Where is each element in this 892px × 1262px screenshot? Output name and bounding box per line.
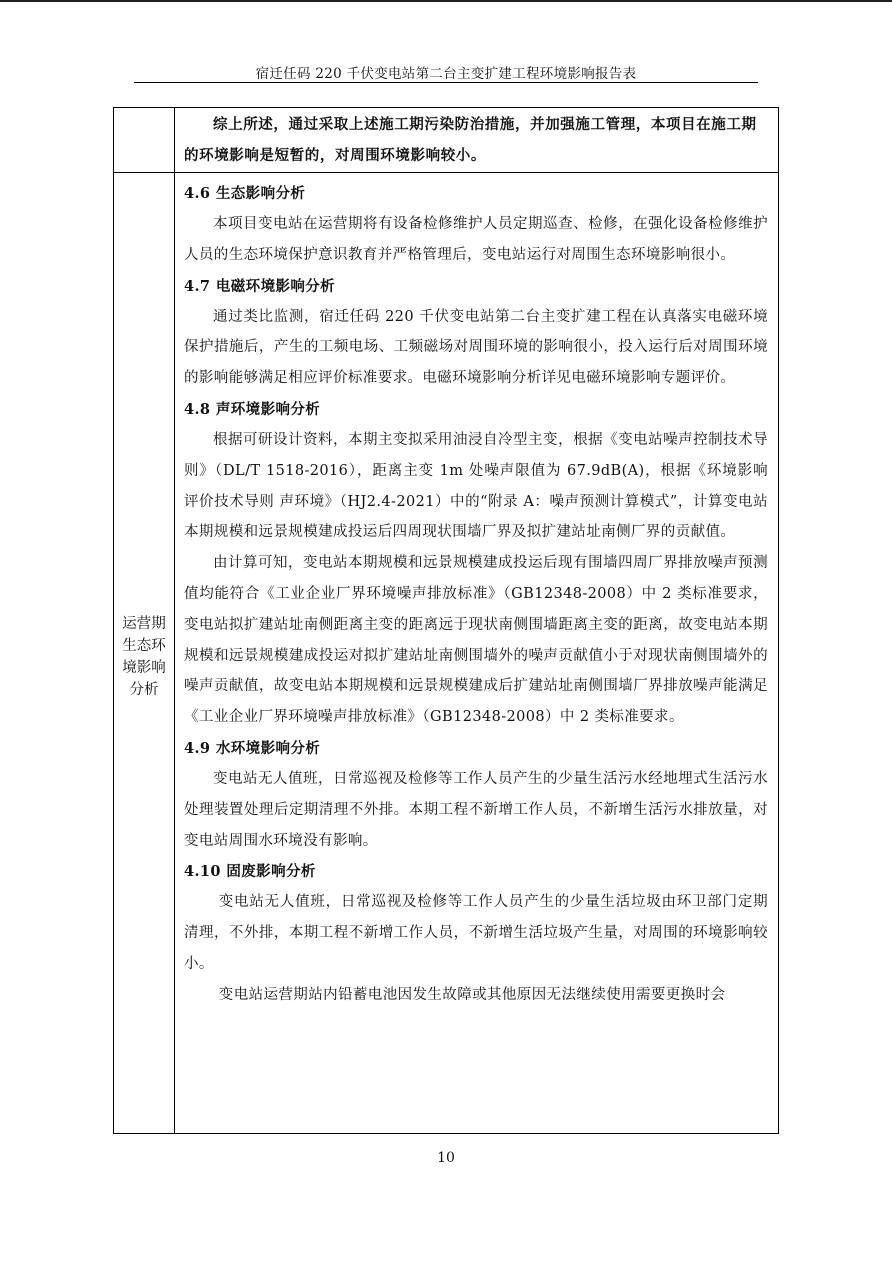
construction-summary-text: 综上所述，通过采取上述施工期污染防治措施，并加强施工管理，本项目在施工期的环境影响是短暂的，对周围环境影响较小。 [184,116,757,164]
label-line: 境影响 [122,660,166,676]
report-table [113,107,779,1134]
paragraph: 变电站运营期站内铅蓄电池因发生故障或其他原因无法继续使用需要更换时会 [218,986,726,1003]
row-divider [114,172,778,173]
header-rule [134,82,758,83]
page-top-rule [0,0,892,2]
paragraph: 变电站无人值班，日常巡视及检修等工作人员产生的少量生活污水经地埋式生活污水处理装置处理后定期清理不外排。本期工程不新增工作人员，不新增生活污水排放量，对变电站周围水环境没有影响。 [184,770,768,849]
section-heading-electromagnetic: 4.7 电磁环境影响分析 [184,277,336,295]
paragraph: 通过类比监测，宿迁任码 220 千伏变电站第二台主变扩建工程在认真落实电磁环境保护措施后，产生的工频电场、工频磁场对周围环境的影响很小，投入运行后对周围环境的影响能够满足相应评价标准要求。电磁环境影响分析详见电磁环境影响专题评价。 [184,308,768,387]
section-heading-solid-waste: 4.10 固废影响分析 [184,863,316,881]
section-heading-ecology: 4.6 生态影响分析 [184,185,306,202]
section-heading-acoustic: 4.8 声环境影响分析 [184,400,321,418]
paragraph: 根据可研设计资料，本期主变拟采用油浸自冷型主变，根据《变电站噪声控制技术导则》（DL/T 1518-2016），距离主变 1m 处噪声限值为 67.9dB(A)，根据《环境影响评价技术导则 声环境》（HJ2.4-2021）中的“附录 A：噪声预测计算模式”，计算变电站本期规模和远景规模建成投运后四周现状围墙厂界及拟扩建站址南侧厂界的贡献值。 [184,431,768,541]
running-header-title: 宿迁任码 220 千伏变电站第二台主变扩建工程环境影响报告表 [255,66,637,82]
label-line: 运营期 [122,616,166,632]
label-line: 生态环 [122,638,166,654]
section-heading-water: 4.9 水环境影响分析 [184,739,321,757]
operation-impact-content [184,178,768,1011]
label-line: 分析 [129,682,159,698]
paragraph: 变电站无人值班，日常巡视及检修等工作人员产生的少量生活垃圾由环卫部门定期清理，不外排，本期工程不新增工作人员，不新增生活垃圾产生量，对周围的环境影响较小。 [184,894,768,972]
column-divider [174,108,175,1133]
operation-impact-label [114,613,174,701]
paragraph: 由计算可知，变电站本期规模和远景规模建成投运后现有围墙四周厂界排放噪声预测值均能符合《工业企业厂界环境噪声排放标准》（GB12348-2008）中 2 类标准要求，变电站拟扩建站址南侧距离主变的距离远于现状南侧围墙距离主变的距离，故变电站本期规模和远景规模建成投运对拟扩建站址南侧围墙外的噪声贡献值小于对现状南侧围墙外的噪声贡献值，故变电站本期规模和远景规模建成后扩建站址南侧围墙厂界排放噪声能满足《工业企业厂界环境噪声排放标准》（GB12348-2008）中 2 类标准要求。 [184,555,768,726]
page-number: 10 [437,1150,455,1166]
paragraph: 本项目变电站在运营期将有设备检修维护人员定期巡查、检修，在强化设备检修维护人员的生态环境保护意识教育并严格管理后，变电站运行对周围生态环境影响很小。 [184,216,768,263]
